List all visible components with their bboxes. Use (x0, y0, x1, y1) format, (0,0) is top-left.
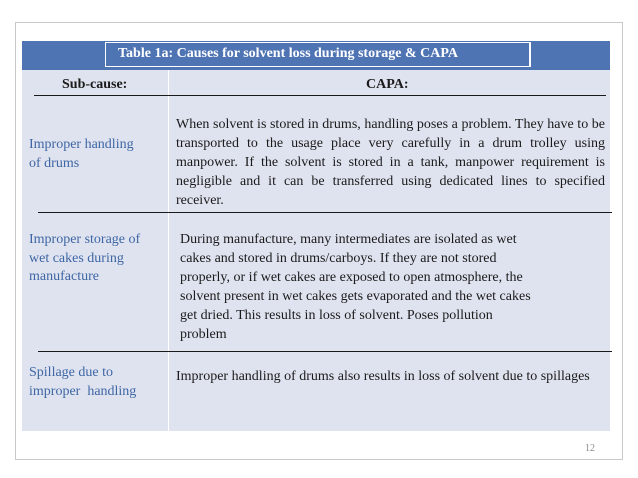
capa-line: properly, or if wet cakes are exposed to open atmosphere, the (180, 270, 523, 285)
row-divider (38, 212, 612, 213)
column-divider (168, 70, 169, 431)
subcause-line: Spillage due to (29, 365, 113, 380)
table-title: Table 1a: Causes for solvent loss during storage & CAPA (118, 46, 459, 61)
capa-line: solvent present in wet cakes gets evaporated and the wet cakes (180, 289, 531, 304)
subcause-line: Improper handling (29, 137, 134, 152)
header-rule (34, 95, 606, 96)
subcause-line: wet cakes during (29, 250, 124, 266)
row-divider (38, 351, 612, 352)
capa-line: During manufacture, many intermediates are isolated as wet (180, 232, 517, 247)
subcause-line: improper handling (29, 383, 137, 399)
capa-line: cakes and stored in drums/carboys. If they are not stored (180, 251, 497, 266)
subcause-line: of drums (29, 155, 80, 171)
capa-cell: When solvent is stored in drums, handling poses a problem. They have to be transported to the usage place very carefully in a drum trolley using manpower. If the solvent is stored in a tank, manpower requirement is negligible and it can be transferred using dedicated lines to specified receiver. (176, 117, 605, 208)
header-right-cell (530, 42, 610, 67)
subcause-line: manufacture (29, 269, 99, 284)
subcause-column-header: Sub-cause: (62, 77, 128, 92)
capa-cell (180, 230, 590, 344)
subcause-cell (29, 364, 164, 401)
capa-line: problem (180, 327, 227, 342)
capa-line: get dried. This results in loss of solvent. Poses pollution (180, 308, 493, 323)
page-number: 12 (585, 443, 595, 454)
subcause-cell (29, 231, 164, 287)
subcause-line: Improper storage of (29, 232, 141, 247)
capa-cell: Improper handling of drums also results in loss of solvent due to spillages (176, 369, 590, 384)
subcause-cell (29, 136, 164, 173)
capa-column-header: CAPA: (366, 77, 409, 92)
